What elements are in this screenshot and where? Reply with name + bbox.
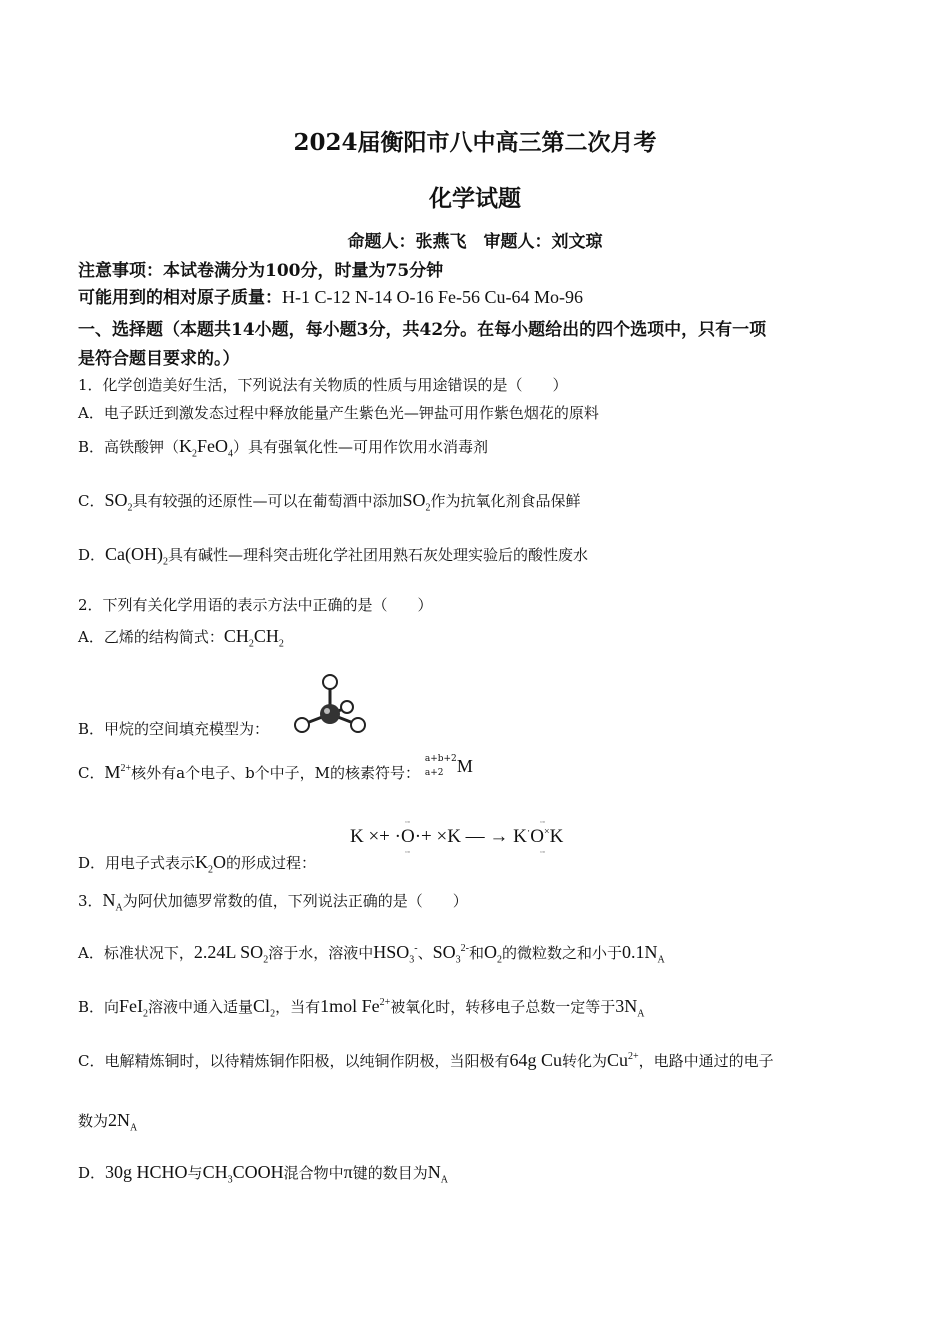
atomic-mass-line bbox=[78, 283, 583, 308]
q2-option-d: D．用电子式表示$K_2O$的形成过程： bbox=[78, 852, 317, 876]
methane-model-image bbox=[290, 672, 370, 740]
q1-option-a: A．电子跃迁到激发态过程中释放能量产生紫色光—钾盐可用作紫色烟花的原料 bbox=[78, 404, 599, 422]
section-heading-line1: 一、选择题（本题共14小题，每小题3分，共42分。在每小题给出的四个选项中，只有一项 bbox=[78, 320, 767, 340]
notice: 注意事项：本试卷满分为100分，时量为75分钟 bbox=[78, 261, 444, 281]
q1-option-d: D．$Ca(OH)_2$具有碱性—理科突击班化学社团用熟石灰处理实验后的酸性废水 bbox=[78, 544, 589, 568]
exam-authors: 命题人：张燕飞 审题人：刘文琼 bbox=[347, 232, 603, 252]
q3-stem: 3．$N_A$为阿伏加德罗常数的值，下列说法正确的是（ ） bbox=[78, 890, 468, 914]
q2-stem: 2．下列有关化学用语的表示方法中正确的是（ ） bbox=[78, 596, 433, 614]
q3-option-a: A．标准状况下，2.24L $SO_2$溶于水，溶液中$HSO_3^-$、$SO_3^{2-}$和$O_2$的微粒数之和小于$0.1N_A$ bbox=[78, 942, 665, 966]
electron-formula-equation: K ×+ ·O·+ ×K — → K·O×K ▫▫ ▫▫ ▫▫ ▫▫ bbox=[350, 818, 564, 856]
nuclide-symbol: a+b+2 a+2 M bbox=[424, 754, 473, 778]
q2-option-c: C．$M^{2+}$核外有a个电子、b个中子，M的核素符号： a+b+2 a+2 M bbox=[78, 762, 461, 786]
exam-title: 2024届衡阳市八中高三第二次月考 bbox=[293, 129, 657, 156]
q1-option-c: C．$SO_2$具有较强的还原性—可以在葡萄酒中添加$SO_2$作为抗氧化剂食品保鲜 bbox=[78, 490, 581, 514]
q1-option-b: B．高铁酸钾$(K_2FeO_4)$具有强氧化性—可用作饮用水消毒剂 bbox=[78, 436, 489, 460]
exam-subject: 化学试题 bbox=[429, 185, 521, 212]
q2-option-b: B．甲烷的空间填充模型为： bbox=[78, 720, 270, 738]
q3-option-b: B．向FeI$_2$溶液中通入适量$Cl_2$，当有1mol $Fe^{2+}$被氧化时，转移电子总数一定等于$3N_A$ bbox=[78, 996, 645, 1020]
q3-option-c-continued: 数为$2N_A$ bbox=[78, 1110, 138, 1134]
q3-option-c: C．电解精炼铜时，以待精炼铜作阳极，以纯铜作阴极，当阳极有64g Cu转化为$Cu^{2+}$，电路中通过的电子 bbox=[78, 1050, 774, 1070]
atomic-mass-label: 可能用到的相对原子质量： bbox=[78, 288, 282, 308]
section-heading-line2: 是符合题目要求的。） bbox=[78, 349, 240, 369]
atomic-mass-values: H-1 C-12 N-14 O-16 Fe-56 Cu-64 Mo-96 bbox=[282, 287, 583, 307]
q3-option-d: D．30g HCHO与$CH_3COOH$混合物中π键的数目为$N_A$ bbox=[78, 1162, 448, 1186]
q1-stem: 1．化学创造美好生活，下列说法有关物质的性质与用途错误的是（ ） bbox=[78, 376, 568, 394]
q2-option-a: A．乙烯的结构简式：$CH_2CH_2$ bbox=[78, 626, 284, 650]
